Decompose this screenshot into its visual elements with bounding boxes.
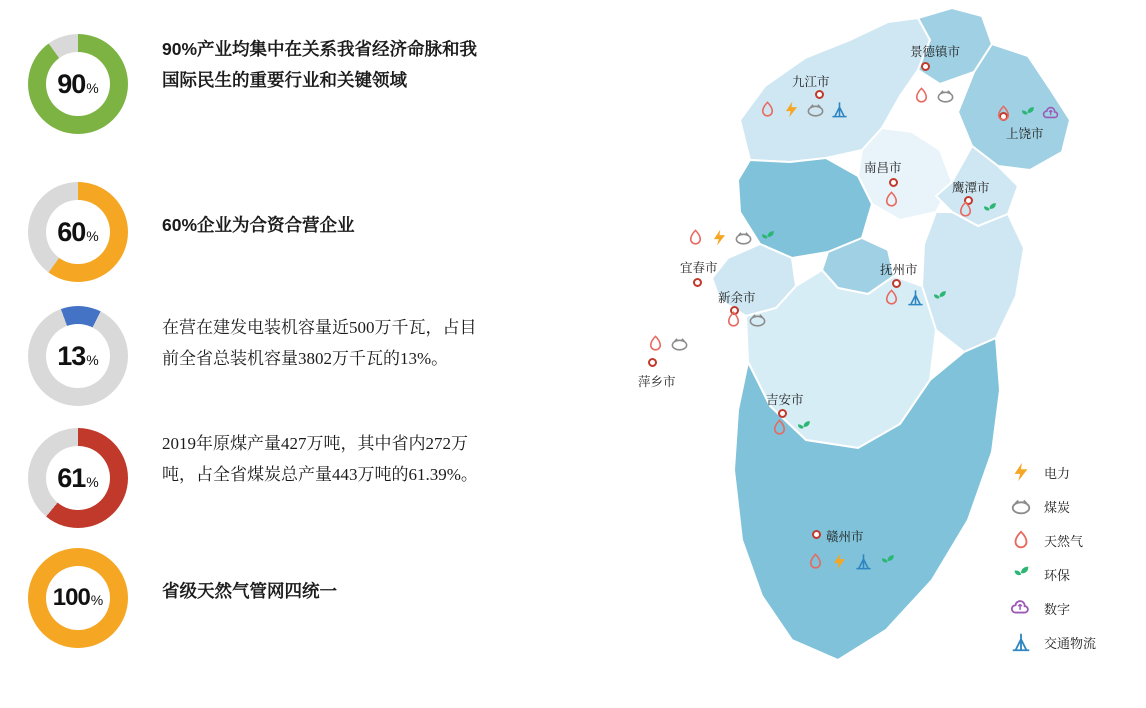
donut-value: 90 [57, 69, 86, 99]
legend-item-logistics [1010, 625, 1140, 659]
city-dot-yichun [693, 278, 702, 287]
city-icons-fuzhou [882, 288, 949, 307]
city-icons-xinyu [724, 310, 767, 329]
stat-row [28, 428, 492, 528]
coal-icon [1010, 495, 1032, 517]
legend-item-coal [1010, 489, 1140, 523]
donut-unit: % [86, 228, 99, 244]
legend-item-env [1010, 557, 1140, 591]
legend-item-digital [1010, 591, 1140, 625]
legend-label: 电力 [1044, 465, 1071, 481]
stat-description: 90%产业均集中在关系我省经济命脉和我国际民生的重要行业和关键领域 [162, 39, 478, 90]
gas-icon [770, 418, 789, 437]
city-icons-ganzhou [806, 552, 897, 571]
donut-unit: % [86, 474, 99, 490]
gas-icon [686, 228, 705, 247]
donut-value: 60 [57, 217, 86, 247]
legend-label: 环保 [1044, 567, 1071, 583]
power-icon [1010, 461, 1032, 483]
gas-icon [882, 190, 901, 209]
donut-center [46, 52, 110, 116]
city-icons-jian [770, 418, 813, 437]
stat-description: 在营在建发电装机容量近500万千瓦，占目前全省总装机容量3802万千瓦的13%。 [162, 318, 477, 368]
logistics-icon [854, 552, 873, 571]
donut-chart-61 [28, 428, 128, 528]
legend-item-gas [1010, 523, 1140, 557]
logistics-icon [1010, 631, 1032, 653]
env-icon [794, 418, 813, 437]
stat-row [28, 182, 355, 282]
logistics-icon [830, 100, 849, 119]
stat-description: 省级天然气管网四统一 [162, 581, 337, 601]
power-icon [830, 552, 849, 571]
legend-label: 交通物流 [1044, 635, 1097, 651]
donut-chart-60 [28, 182, 128, 282]
digital-icon [1042, 104, 1061, 123]
env-icon [758, 228, 777, 247]
donut-unit: % [86, 80, 99, 96]
logistics-icon [906, 288, 925, 307]
city-dot-fuzhou [892, 279, 901, 288]
stat-row [28, 34, 492, 134]
coal-icon [936, 86, 955, 105]
map-legend [1010, 455, 1140, 659]
stat-description: 60%企业为合资合营企业 [162, 215, 355, 235]
donut-unit: % [86, 352, 99, 368]
gas-icon [806, 552, 825, 571]
donut-center [46, 566, 110, 630]
city-dot-ganzhou [812, 530, 821, 539]
gas-icon [994, 104, 1013, 123]
city-icons-jingdezhen [912, 86, 955, 105]
city-label-nanchang: 南昌市 [864, 161, 902, 175]
coal-icon [734, 228, 753, 247]
city-dot-jian [778, 409, 787, 418]
donut-center [46, 446, 110, 510]
city-label-jiujiang: 九江市 [792, 75, 830, 89]
city-icons-jiujiang [758, 100, 849, 119]
city-icons-nanchang [882, 190, 901, 209]
donut-chart-13 [28, 306, 128, 406]
env-icon [878, 552, 897, 571]
city-icons-yichun [686, 228, 777, 247]
city-label-shangrao: 上饶市 [1006, 127, 1044, 141]
coal-icon [748, 310, 767, 329]
stat-description: 2019年原煤产量427万吨，其中省内272万吨，占全省煤炭总产量443万吨的61.39%。 [162, 434, 478, 484]
city-label-yichun: 宜春市 [680, 261, 718, 275]
gas-icon [882, 288, 901, 307]
env-icon [980, 200, 999, 219]
donut-value: 13 [57, 341, 86, 371]
legend-label: 煤炭 [1044, 499, 1071, 515]
city-label-pingxiang: 萍乡市 [638, 375, 676, 389]
city-label-jian: 吉安市 [766, 393, 804, 407]
legend-item-power [1010, 455, 1140, 489]
coal-icon [806, 100, 825, 119]
donut-unit: % [90, 592, 104, 608]
city-label-xinyu: 新余市 [718, 291, 756, 305]
city-dot-jiujiang [815, 90, 824, 99]
gas-icon [912, 86, 931, 105]
gas-icon [724, 310, 743, 329]
city-label-jingdezhen: 景德镇市 [910, 45, 961, 59]
gas-icon [1010, 529, 1032, 551]
env-icon [1010, 563, 1032, 585]
stat-row [28, 548, 337, 648]
donut-center [46, 324, 110, 388]
gas-icon [758, 100, 777, 119]
donut-center [46, 200, 110, 264]
region-fuzhou [922, 212, 1024, 352]
donut-chart-100 [28, 548, 128, 648]
stat-row [28, 306, 492, 406]
gas-icon [646, 334, 665, 353]
city-label-fuzhou: 抚州市 [880, 263, 918, 277]
city-icons-shangrao [994, 104, 1061, 123]
env-icon [1018, 104, 1037, 123]
city-icons-yingtan [956, 200, 999, 219]
legend-label: 天然气 [1044, 533, 1084, 549]
power-icon [782, 100, 801, 119]
city-icons-pingxiang [646, 334, 689, 353]
city-label-ganzhou: 赣州市 [826, 530, 864, 544]
city-dot-pingxiang [648, 358, 657, 367]
city-label-yingtan: 鹰潭市 [952, 181, 990, 195]
digital-icon [1010, 597, 1032, 619]
donut-chart-90 [28, 34, 128, 134]
legend-label: 数字 [1044, 601, 1071, 617]
city-dot-jingdezhen [921, 62, 930, 71]
donut-value: 100 [52, 584, 90, 611]
donut-value: 61 [57, 463, 86, 493]
gas-icon [956, 200, 975, 219]
coal-icon [670, 334, 689, 353]
city-dot-nanchang [889, 178, 898, 187]
env-icon [930, 288, 949, 307]
power-icon [710, 228, 729, 247]
